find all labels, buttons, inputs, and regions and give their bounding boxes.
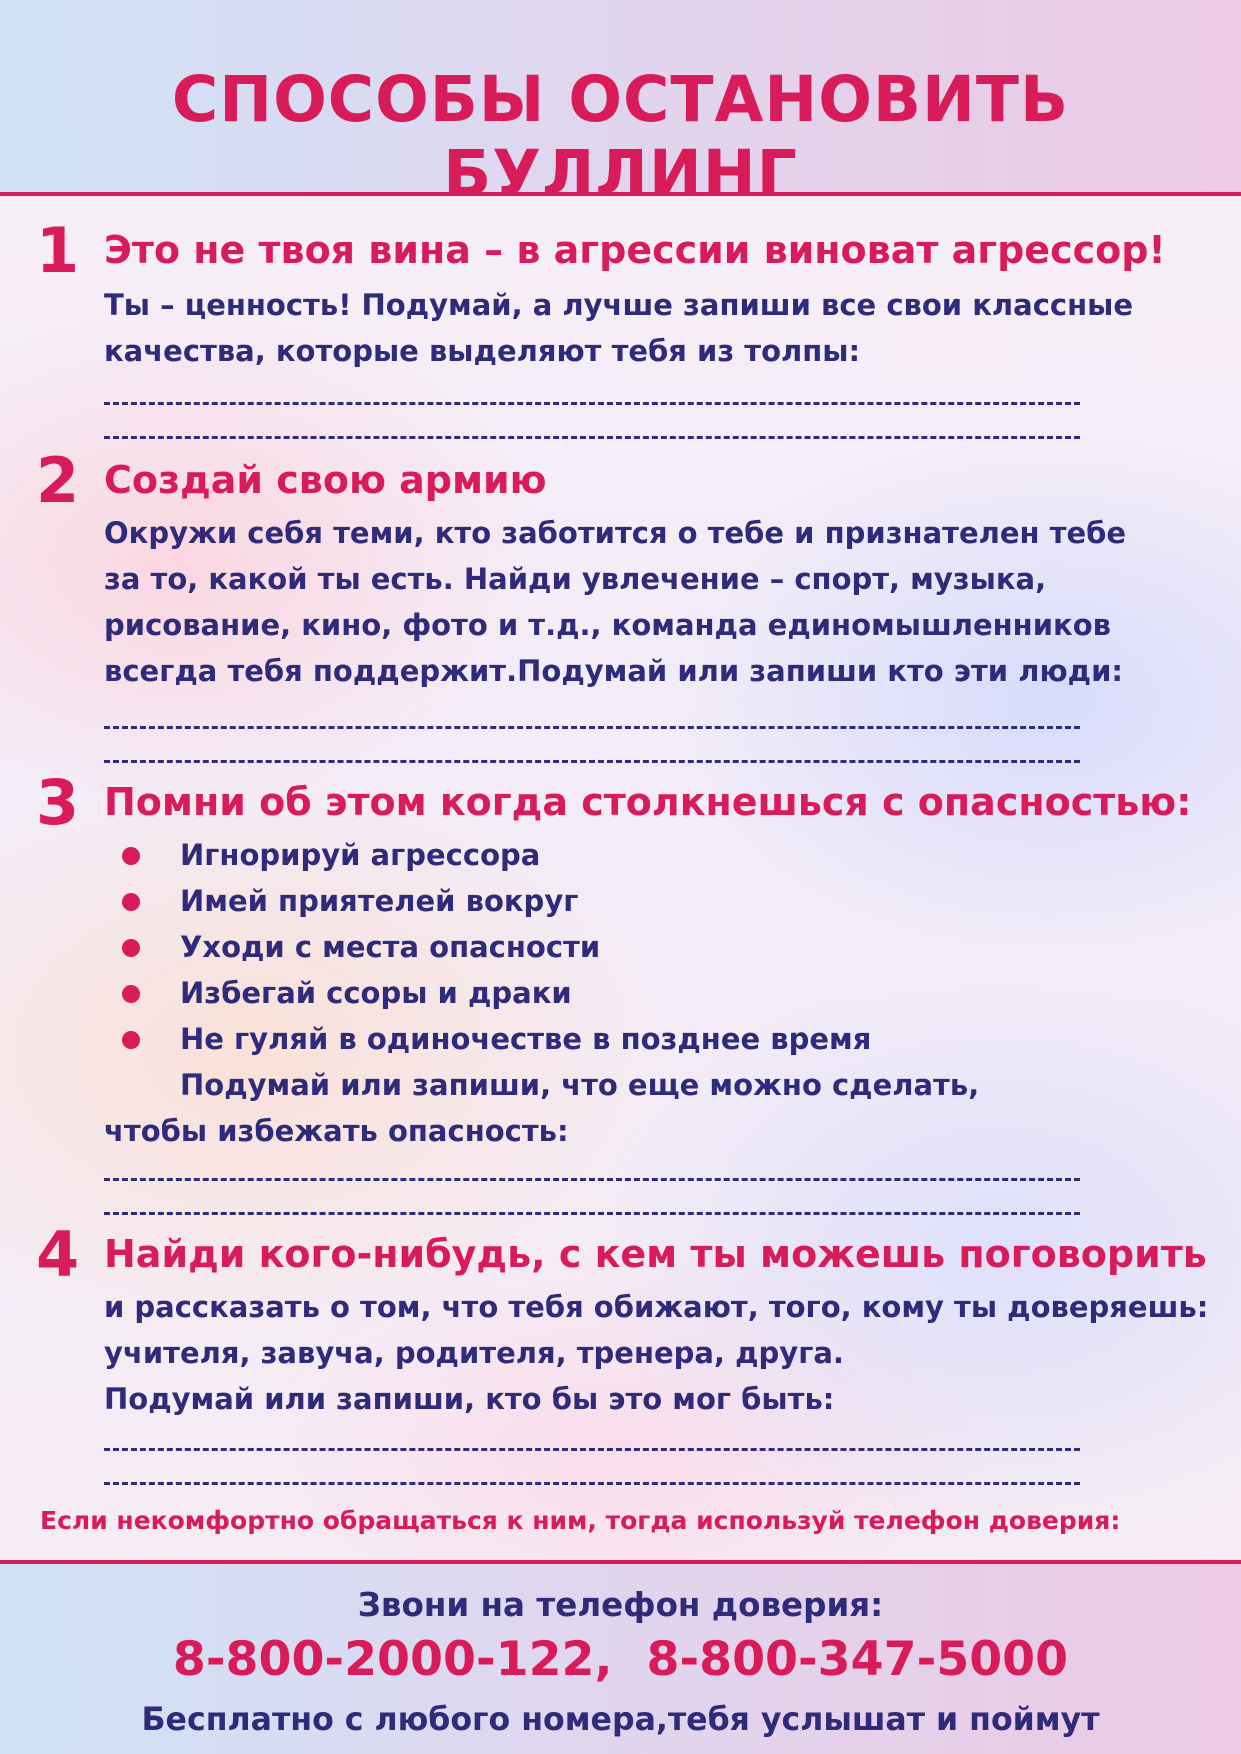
bullet-icon [122,1031,140,1049]
write-in-line [104,436,1080,439]
section-number-2: 2 [36,444,80,517]
list-item [120,924,871,970]
text-line: Подумай или запиши, что еще можно сделать, [180,1068,980,1102]
text-line: качества, которые выделяют тебя из толпы: [104,334,861,368]
list-item [120,970,871,1016]
text-line: Подумай или запиши, кто бы это мог быть: [104,1382,835,1416]
call-heading: Звони на телефон доверия: [357,1586,884,1624]
bullet-icon [122,847,140,865]
section-text-2 [104,510,1126,694]
text-line: чтобы избежать опасность: [104,1114,569,1148]
phone-numbers [0,1632,1241,1687]
text-line: всегда тебя поддержит.Подумай или запиши кто эти люди: [104,654,1123,688]
section-heading-2: Создай свою армию [104,458,547,502]
list-item [120,878,871,924]
section-text-3 [104,1062,979,1154]
list-item-label: Избегай ссоры и драки [180,976,572,1010]
section-number-3: 3 [36,766,80,839]
section-heading-3: Помни об этом когда столкнешься с опасностью: [104,780,1192,824]
write-in-line [104,402,1080,405]
list-item-label: Не гуляй в одиночестве в позднее время [180,1022,872,1056]
phone-number-1[interactable]: 8-800-2000-122, [172,1632,613,1687]
section-number-4: 4 [36,1218,80,1291]
header-banner [0,0,1241,210]
page-title: СПОСОБЫ ОСТАНОВИТЬ БУЛЛИНГ [171,62,1070,210]
free-call-note: Бесплатно с любого номера,тебя услышат и поймут [141,1702,1100,1738]
list-item-label: Игнорируй агрессора [180,838,541,872]
text-line: за то, какой ты есть. Найди увлечение – спорт, музыка, [104,562,1047,596]
text-line: Ты – ценность! Подумай, а лучше запиши все свои классные [104,288,1134,322]
write-in-line [104,1178,1080,1181]
bullet-icon [122,985,140,1003]
write-in-line [104,1448,1080,1451]
list-item-label: Имей приятелей вокруг [180,884,579,918]
helpline-note: Если некомфортно обращаться к ним, тогда используй телефон доверия: [40,1506,1121,1535]
tips-list [120,832,871,1062]
footer-banner [0,1560,1241,1754]
write-in-line [104,1212,1080,1215]
text-line: Окружи себя теми, кто заботится о тебе и признателен тебе [104,516,1127,550]
phone-number-2[interactable]: 8-800-347-5000 [646,1632,1069,1687]
bullet-icon [122,939,140,957]
text-line: рисование, кино, фото и т.д., команда единомышленников [104,608,1111,642]
section-text-1 [104,282,1133,374]
section-number-1: 1 [36,214,80,287]
write-in-line [104,760,1080,763]
section-heading-4: Найди кого-нибудь, с кем ты можешь поговорить [104,1232,1207,1276]
text-line: учителя, завуча, родителя, тренера, друга. [104,1336,844,1370]
write-in-line [104,726,1080,729]
list-item [120,832,871,878]
section-text-4 [104,1284,1208,1422]
write-in-line [104,1482,1080,1485]
text-line: и рассказать о том, что тебя обижают, того, кому ты доверяешь: [104,1290,1209,1324]
list-item [120,1016,871,1062]
section-heading-1: Это не твоя вина – в агрессии виноват агрессор! [104,228,1166,272]
list-item-label: Уходи с места опасности [180,930,601,964]
bullet-icon [122,893,140,911]
